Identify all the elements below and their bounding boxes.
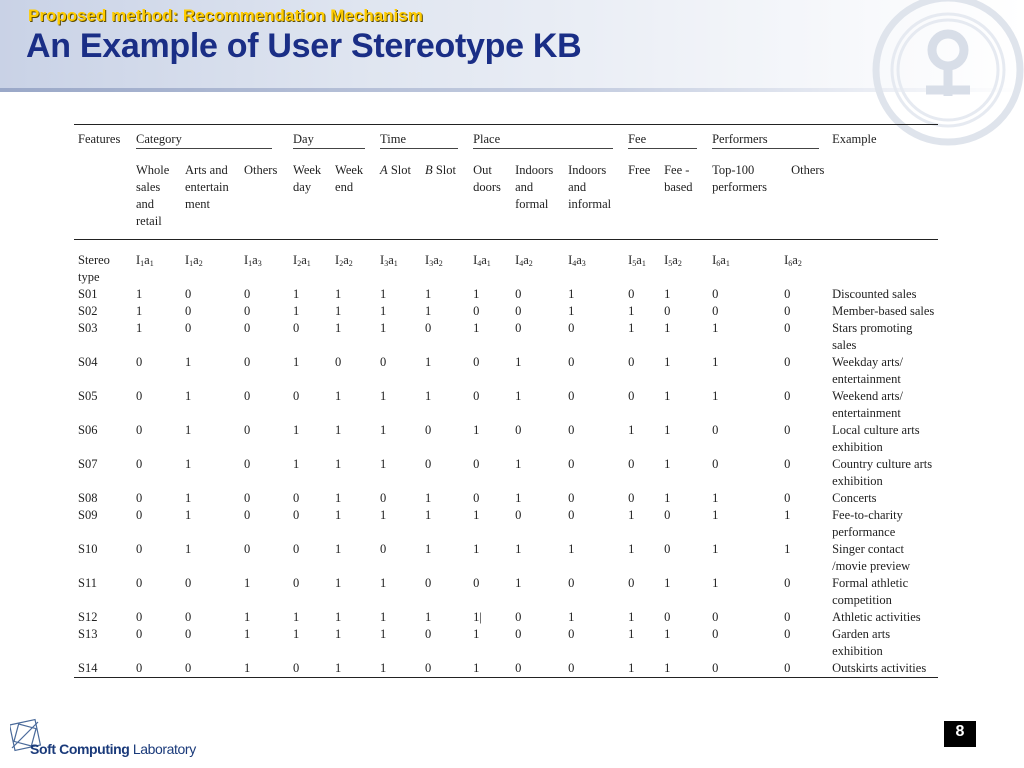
- value-cell: 0: [784, 321, 791, 335]
- value-cell: 1: [664, 457, 671, 471]
- features-header: Features: [74, 125, 132, 156]
- value-cell: 1: [515, 355, 522, 369]
- value-cell: 1: [473, 508, 480, 522]
- value-cell: 1: [425, 355, 432, 369]
- value-cell: 1: [712, 321, 719, 335]
- value-cell: 0: [784, 610, 791, 624]
- example-cell: Garden arts exhibition: [832, 627, 891, 658]
- value-cell: 1: [712, 542, 719, 556]
- value-cell: 0: [136, 389, 143, 403]
- value-cell: 1: [425, 287, 432, 301]
- value-cell: 1: [293, 610, 300, 624]
- value-cell: 1: [244, 576, 251, 590]
- stereotype-id: S02: [78, 304, 98, 318]
- stereotype-id: S09: [78, 508, 98, 522]
- subheader-cell: Top-100 performers: [712, 163, 767, 194]
- value-cell: 1: [712, 508, 719, 522]
- page-box-right: [976, 721, 1024, 747]
- value-cell: 0: [568, 321, 575, 335]
- value-cell: 1: [515, 457, 522, 471]
- example-cell: Singer contact /movie preview: [832, 542, 911, 573]
- value-cell: 1: [293, 423, 300, 437]
- slot-letter: A: [380, 163, 388, 177]
- stereotype-id: S04: [78, 355, 98, 369]
- value-cell: 1: [335, 423, 342, 437]
- value-cell: 0: [515, 627, 522, 641]
- value-cell: 1: [136, 287, 143, 301]
- value-cell: 1: [376, 660, 421, 678]
- value-cell: 1: [568, 610, 575, 624]
- value-cell: 0: [664, 610, 671, 624]
- value-cell: 0: [136, 423, 143, 437]
- value-cell: 0: [568, 355, 575, 369]
- value-cell: 1: [473, 542, 480, 556]
- page-number: 8: [955, 723, 965, 740]
- subheader-cell: B Slot: [421, 155, 469, 240]
- value-cell: 1: [660, 660, 708, 678]
- value-cell: 1: [380, 576, 387, 590]
- value-cell: 1: [425, 508, 432, 522]
- attr-code: $I_3a_2$: [425, 253, 443, 268]
- example-cell: Outskirts activities: [828, 660, 938, 678]
- subheader-cell: Out doors: [469, 155, 511, 240]
- slide-title: An Example of User Stereotype KB: [26, 27, 582, 65]
- value-cell: 1: [784, 542, 791, 556]
- table-row: [74, 388, 938, 422]
- slot-letter: B: [425, 163, 433, 177]
- value-cell: 1: [335, 627, 342, 641]
- value-cell: 1: [473, 287, 480, 301]
- value-cell: 0: [244, 457, 251, 471]
- value-cell: 1: [664, 423, 671, 437]
- value-cell: 0: [244, 321, 251, 335]
- value-cell: 1: [568, 287, 575, 301]
- value-cell: 0: [515, 304, 522, 318]
- stereotype-id: S03: [78, 321, 98, 335]
- table-row: [74, 320, 938, 354]
- example-cell: Weekend arts/ entertainment: [832, 389, 903, 420]
- subheader-cell: A Slot: [376, 155, 421, 240]
- value-cell: 0: [784, 627, 791, 641]
- value-cell: 0: [664, 508, 671, 522]
- value-cell: 1: [335, 287, 342, 301]
- value-cell: 1: [568, 542, 575, 556]
- value-cell: 0: [293, 508, 300, 522]
- value-cell: 1: [335, 508, 342, 522]
- value-cell: 0: [628, 389, 635, 403]
- stereotype-label: Stereo type: [78, 253, 110, 284]
- value-cell: 1: [335, 304, 342, 318]
- value-cell: 0: [568, 491, 575, 505]
- subheader-cell: Indoors and informal: [564, 155, 624, 240]
- value-cell: 1: [185, 355, 192, 369]
- value-cell: 0: [564, 660, 624, 678]
- fee-header: Fee: [628, 131, 697, 149]
- category-header: Category: [136, 131, 272, 149]
- value-cell: 1: [331, 660, 376, 678]
- value-cell: 0: [473, 491, 480, 505]
- example-header: Example: [828, 125, 938, 156]
- value-cell: 1: [293, 355, 300, 369]
- table-row: [74, 286, 938, 303]
- value-cell: 0: [293, 491, 300, 505]
- value-cell: 0: [136, 457, 143, 471]
- value-cell: 0: [136, 542, 143, 556]
- subheader-cell: Free: [624, 155, 660, 240]
- value-cell: 1: [240, 660, 289, 678]
- value-cell: 1: [335, 491, 342, 505]
- value-cell: 0: [293, 576, 300, 590]
- value-cell: 0: [244, 491, 251, 505]
- attr-code: $I_4a_2$: [515, 253, 533, 268]
- value-cell: 0: [515, 423, 522, 437]
- value-cell: 0: [293, 389, 300, 403]
- value-cell: 1: [185, 423, 192, 437]
- value-cell: 1: [473, 423, 480, 437]
- table-row: [74, 354, 938, 388]
- value-cell: 0: [380, 355, 387, 369]
- stereotype-id: S13: [78, 627, 98, 641]
- value-cell: 1: [185, 457, 192, 471]
- value-cell: 1: [628, 627, 635, 641]
- value-cell: 0: [293, 321, 300, 335]
- value-cell: 1: [380, 389, 387, 403]
- value-cell: 0: [421, 660, 469, 678]
- attr-code: $I_4a_3$: [568, 253, 586, 268]
- value-cell: 0: [511, 660, 564, 678]
- day-header: Day: [293, 131, 365, 149]
- value-cell: 1: [664, 287, 671, 301]
- value-cell: 0: [784, 423, 791, 437]
- attr-code: $I_1a_1$: [136, 253, 154, 268]
- value-cell: 1: [335, 457, 342, 471]
- value-cell: 0: [664, 542, 671, 556]
- value-cell: 0: [628, 491, 635, 505]
- value-cell: 0: [185, 287, 192, 301]
- value-cell: 0: [136, 508, 143, 522]
- value-cell: 0: [185, 321, 192, 335]
- value-cell: 0: [568, 576, 575, 590]
- value-cell: 0: [712, 304, 719, 318]
- value-cell: 1: [664, 355, 671, 369]
- value-cell: 0: [293, 542, 300, 556]
- subheader-cell: Others: [240, 155, 289, 240]
- attr-code: $I_6a_2$: [784, 253, 802, 268]
- value-cell: 1: [380, 627, 387, 641]
- attribute-code-row: [74, 240, 938, 287]
- value-cell: 1: [664, 491, 671, 505]
- subheader-row: [74, 155, 938, 240]
- subheader-cell: Fee -based: [660, 155, 708, 240]
- example-cell: Athletic activities: [832, 610, 921, 624]
- stereotype-id: S07: [78, 457, 98, 471]
- value-cell: 1: [335, 542, 342, 556]
- lab-name-regular: Laboratory: [129, 741, 196, 757]
- value-cell: 0: [132, 660, 181, 678]
- value-cell: 1: [628, 321, 635, 335]
- value-cell: 0: [568, 389, 575, 403]
- value-cell: 1: [568, 304, 575, 318]
- value-cell: 1: [185, 389, 192, 403]
- lab-name: [30, 741, 196, 757]
- value-cell: 0: [136, 491, 143, 505]
- value-cell: 1: [624, 660, 660, 678]
- attr-code: $I_1a_3$: [244, 253, 262, 268]
- value-cell: 0: [712, 287, 719, 301]
- value-cell: 0: [136, 355, 143, 369]
- table-row: [74, 609, 938, 626]
- performers-header: Performers: [712, 131, 819, 149]
- place-header: Place: [473, 131, 613, 149]
- value-cell: 0: [380, 542, 387, 556]
- value-cell: 1: [515, 389, 522, 403]
- example-cell: Member-based sales: [832, 304, 935, 318]
- value-cell: 0: [425, 423, 432, 437]
- table-row: [74, 422, 938, 456]
- value-cell: 1: [425, 610, 432, 624]
- value-cell: 0: [784, 389, 791, 403]
- value-cell: 0: [185, 610, 192, 624]
- table-row: [74, 490, 938, 507]
- value-cell: 1: [425, 304, 432, 318]
- value-cell: 0: [515, 610, 522, 624]
- value-cell: 1: [425, 491, 432, 505]
- value-cell: 0: [784, 304, 791, 318]
- value-cell: 1: [293, 304, 300, 318]
- value-cell: 0: [628, 287, 635, 301]
- value-cell: 0: [515, 321, 522, 335]
- stereotype-id: S12: [78, 610, 98, 624]
- value-cell: 0: [244, 423, 251, 437]
- stereotype-id: S14: [74, 660, 132, 678]
- value-cell: 0: [664, 304, 671, 318]
- value-cell: 1: [244, 610, 251, 624]
- value-cell: 1: [628, 423, 635, 437]
- value-cell: 0: [185, 576, 192, 590]
- value-cell: 0: [335, 355, 342, 369]
- value-cell: 0: [515, 287, 522, 301]
- table-row: [74, 303, 938, 320]
- value-cell: 0: [712, 457, 719, 471]
- example-cell: Fee-to-charity performance: [832, 508, 903, 539]
- value-cell: 0: [185, 304, 192, 318]
- slide-subtitle: Proposed method: Recommendation Mechanism: [28, 6, 423, 25]
- value-cell: 1: [664, 576, 671, 590]
- value-cell: 0: [136, 627, 143, 641]
- time-header: Time: [380, 131, 458, 149]
- attr-code: $I_6a_1$: [712, 253, 730, 268]
- value-cell: 1: [380, 304, 387, 318]
- value-cell: 0: [425, 457, 432, 471]
- value-cell: 1: [380, 457, 387, 471]
- value-cell: 0: [136, 610, 143, 624]
- example-cell: Local culture arts exhibition: [832, 423, 920, 454]
- table-row: [74, 660, 938, 678]
- value-cell: 1: [784, 508, 791, 522]
- value-cell: 1: [185, 491, 192, 505]
- value-cell: 1: [335, 576, 342, 590]
- value-cell: 0: [712, 423, 719, 437]
- value-cell: 0: [425, 576, 432, 590]
- value-cell: 1: [628, 508, 635, 522]
- example-cell: Weekday arts/ entertainment: [832, 355, 903, 386]
- attr-code: $I_3a_1$: [380, 253, 398, 268]
- value-cell: 0: [473, 304, 480, 318]
- example-cell: Discounted sales: [832, 287, 917, 301]
- value-cell: 0: [425, 627, 432, 641]
- value-cell: 0: [473, 457, 480, 471]
- value-cell: 1: [664, 389, 671, 403]
- lab-name-bold: Soft Computing: [30, 741, 130, 757]
- value-cell: 0: [244, 355, 251, 369]
- value-cell: 1: [712, 576, 719, 590]
- subheader-cell: Indoors and formal: [511, 155, 564, 240]
- stereotype-rows: [74, 286, 938, 678]
- value-cell: 0: [784, 491, 791, 505]
- attr-code: $I_5a_1$: [628, 253, 646, 268]
- value-cell: 0: [244, 389, 251, 403]
- value-cell: 1: [515, 576, 522, 590]
- stereotype-id: S10: [78, 542, 98, 556]
- subheader-cell: Week day: [289, 155, 331, 240]
- value-cell: 1|: [473, 610, 482, 624]
- example-cell: Concerts: [832, 491, 877, 505]
- value-cell: 1: [712, 491, 719, 505]
- value-cell: 0: [380, 491, 387, 505]
- value-cell: 1: [473, 627, 480, 641]
- subheader-cell: Others: [791, 163, 825, 177]
- attr-code: $I_2a_2$: [335, 253, 353, 268]
- value-cell: 0: [712, 610, 719, 624]
- value-cell: 0: [181, 660, 240, 678]
- value-cell: 1: [293, 627, 300, 641]
- value-cell: 0: [244, 304, 251, 318]
- value-cell: 0: [244, 542, 251, 556]
- value-cell: 1: [628, 304, 635, 318]
- value-cell: 0: [784, 457, 791, 471]
- value-cell: 1: [425, 542, 432, 556]
- value-cell: 0: [289, 660, 331, 678]
- example-cell: Formal athletic competition: [832, 576, 909, 607]
- value-cell: 0: [784, 355, 791, 369]
- example-cell: Country culture arts exhibition: [832, 457, 933, 488]
- stereotype-id: S01: [78, 287, 98, 301]
- value-cell: 1: [380, 508, 387, 522]
- value-cell: 1: [628, 542, 635, 556]
- subheader-cell: Week end: [331, 155, 376, 240]
- value-cell: 1: [664, 321, 671, 335]
- value-cell: 0: [473, 355, 480, 369]
- value-cell: 1: [469, 660, 511, 678]
- attr-code: $I_2a_1$: [293, 253, 311, 268]
- value-cell: 1: [380, 321, 387, 335]
- table-row: [74, 456, 938, 490]
- value-cell: 1: [664, 627, 671, 641]
- value-cell: 0: [628, 355, 635, 369]
- value-cell: 1: [293, 287, 300, 301]
- value-cell: 0: [425, 321, 432, 335]
- value-cell: 1: [136, 321, 143, 335]
- table-row: [74, 541, 938, 575]
- value-cell: 1: [185, 542, 192, 556]
- value-cell: 0: [568, 508, 575, 522]
- value-cell: 0: [784, 576, 791, 590]
- group-header-row: [74, 125, 938, 156]
- table-row: [74, 575, 938, 609]
- value-cell: 1: [185, 508, 192, 522]
- value-cell: 0: [244, 508, 251, 522]
- subheader-cell: Whole sales and retail: [132, 155, 181, 240]
- stereotype-id: S06: [78, 423, 98, 437]
- stereotype-kb-table: [74, 124, 938, 678]
- value-cell: 1: [712, 389, 719, 403]
- value-cell: 0: [473, 576, 480, 590]
- attr-code: $I_1a_2$: [185, 253, 203, 268]
- stereotype-id: S05: [78, 389, 98, 403]
- value-cell: 1: [380, 287, 387, 301]
- value-cell: 1: [515, 491, 522, 505]
- stereotype-id: S08: [78, 491, 98, 505]
- value-cell: 1: [380, 610, 387, 624]
- value-cell: 0: [568, 627, 575, 641]
- table-row: [74, 626, 938, 660]
- value-cell: 1: [425, 389, 432, 403]
- attr-code: $I_4a_1$: [473, 253, 491, 268]
- example-cell: Stars promoting sales: [832, 321, 913, 352]
- value-cell: 1: [335, 389, 342, 403]
- value-cell: 1: [335, 610, 342, 624]
- value-cell: 1: [380, 423, 387, 437]
- value-cell: 1: [293, 457, 300, 471]
- value-cell: 0: [185, 627, 192, 641]
- value-cell: 1: [628, 610, 635, 624]
- value-cell: 1: [515, 542, 522, 556]
- value-cell: 0: [244, 287, 251, 301]
- value-cell: 0: [568, 423, 575, 437]
- value-cell: 0: [568, 457, 575, 471]
- value-cell: 0: [473, 389, 480, 403]
- value-cell: 0: [784, 287, 791, 301]
- value-cell: 0: [628, 457, 635, 471]
- value-cell: 0: [136, 576, 143, 590]
- stereotype-id: S11: [78, 576, 97, 590]
- value-cell: 1: [712, 355, 719, 369]
- value-cell: 1: [473, 321, 480, 335]
- value-cell: 0: [515, 508, 522, 522]
- value-cell: 1: [244, 627, 251, 641]
- value-cell: 1: [335, 321, 342, 335]
- value-cell: 0: [712, 627, 719, 641]
- attr-code: $I_5a_2$: [664, 253, 682, 268]
- value-cell: 1: [136, 304, 143, 318]
- value-cell: 0: [712, 661, 719, 675]
- table-row: [74, 507, 938, 541]
- value-cell: 0: [628, 576, 635, 590]
- subheader-cell: Arts and entertain ment: [181, 155, 240, 240]
- value-cell: 0: [784, 661, 791, 675]
